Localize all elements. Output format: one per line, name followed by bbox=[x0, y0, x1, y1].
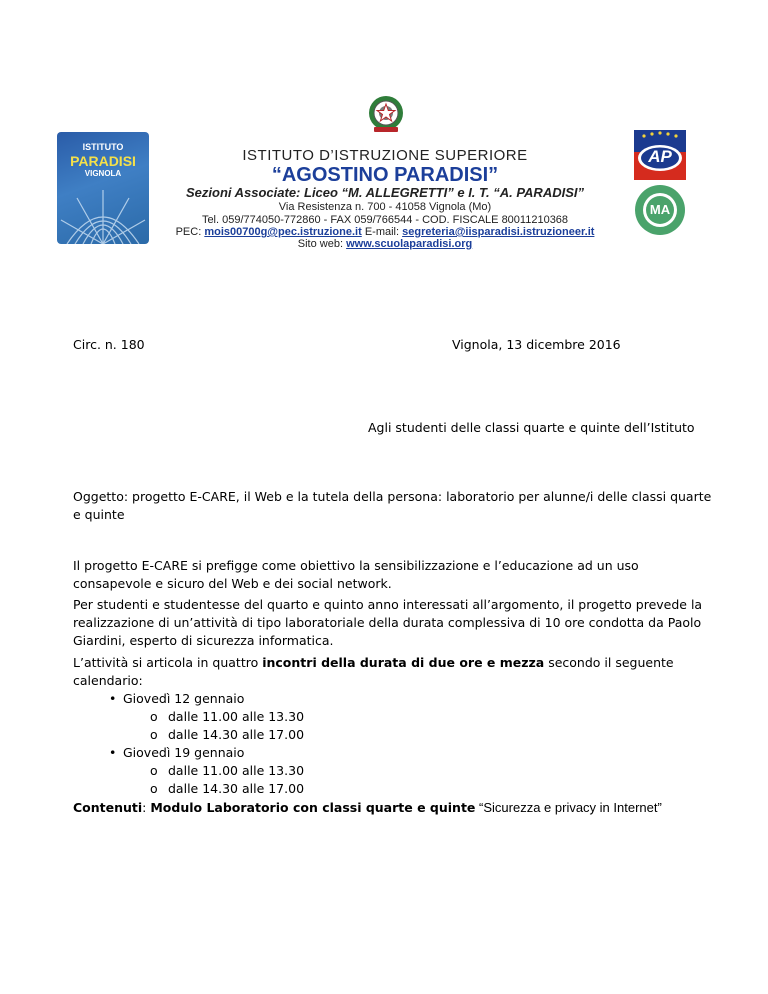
paragraph-1: Il progetto E-CARE si prefigge come obiettivo la sensibilizzazione e l’educazione ad un uso consapevole e sicuro del Web e dei social network. bbox=[73, 558, 639, 591]
circular-number: Circ. n. 180 bbox=[73, 337, 145, 352]
institute-contacts: Tel. 059/774050-772860 - FAX 059/766544 - COD. FISCALE 80011210368 bbox=[201, 214, 569, 226]
paragraph-3-start: L’attività si articola in quattro bbox=[73, 655, 263, 670]
schedule-slot: o dalle 11.00 alle 13.30 bbox=[73, 708, 713, 726]
institute-name: “AGOSTINO PARADISI” bbox=[271, 164, 499, 186]
logo-line-2: PARADISI bbox=[70, 153, 136, 169]
email-line bbox=[150, 226, 620, 238]
schedule-slot: o dalle 11.00 alle 13.30 bbox=[73, 762, 713, 780]
contents-module: Modulo Laboratorio con classi quarte e quinte bbox=[150, 800, 476, 815]
pec-email-link[interactable]: mois00700g@pec.istruzione.it bbox=[204, 226, 362, 238]
logo-line-3: VIGNOLA bbox=[84, 169, 122, 178]
recipients: Agli studenti delle classi quarte e quinte dell’Istituto bbox=[368, 420, 695, 435]
associated-sections: Sezioni Associate: Liceo “M. ALLEGRETTI” e I. T. “A. PARADISI” bbox=[186, 185, 584, 200]
paragraph-3 bbox=[73, 654, 713, 690]
contents-separator: : bbox=[142, 800, 151, 815]
italian-republic-emblem-icon bbox=[366, 94, 406, 134]
contents-line bbox=[73, 799, 753, 817]
email-label: E-mail: bbox=[361, 226, 403, 238]
ma-logo-text: MA bbox=[649, 202, 671, 217]
schedule-day: • Giovedì 19 gennaio bbox=[73, 744, 713, 762]
schedule-slot: o dalle 14.30 alle 17.00 bbox=[73, 780, 713, 798]
ap-logo-text: AP bbox=[648, 147, 672, 166]
contents-label: Contenuti bbox=[73, 800, 143, 815]
website-line bbox=[150, 238, 620, 250]
web-label: Sito web: bbox=[297, 238, 347, 250]
schedule-slot: o dalle 14.30 alle 17.00 bbox=[73, 726, 713, 744]
schedule-day: • Giovedì 12 gennaio bbox=[73, 690, 713, 708]
institute-type: ISTITUTO D’ISTRUZIONE SUPERIORE bbox=[242, 147, 528, 164]
website-link[interactable]: www.scuolaparadisi.org bbox=[346, 238, 473, 250]
paragraph-2: Per studenti e studentesse del quarto e quinto anno interessati all’argomento, il progetto prevede la realizzazione di un’attività di tipo laboratoriale della durata complessiva di 10 ore condotta da Paolo Giardini, esperto di sicurezza informatica. bbox=[73, 597, 703, 648]
email-link[interactable]: segreteria@iisparadisi.istruzioneer.it bbox=[402, 226, 595, 238]
subject: Oggetto: progetto E-CARE, il Web e la tutela della persona: laboratorio per alunne/i delle classi quarte e quinte bbox=[73, 489, 712, 522]
pec-label: PEC: bbox=[175, 226, 205, 238]
istituto-paradisi-logo bbox=[57, 132, 149, 244]
contents-title: “Sicurezza e privacy in Internet” bbox=[475, 800, 662, 815]
logo-line-1: ISTITUTO bbox=[82, 142, 124, 152]
ma-logo bbox=[634, 184, 686, 236]
schedule-list bbox=[73, 690, 713, 798]
paragraph-3-end: secondo il seguente calendario: bbox=[73, 655, 674, 688]
paragraph-3-bold: incontri della durata di due ore e mezza bbox=[262, 655, 545, 670]
institute-address: Via Resistenza n. 700 - 41058 Vignola (Mo) bbox=[278, 201, 492, 213]
letter-date: Vignola, 13 dicembre 2016 bbox=[452, 337, 621, 352]
ap-logo bbox=[634, 130, 686, 180]
